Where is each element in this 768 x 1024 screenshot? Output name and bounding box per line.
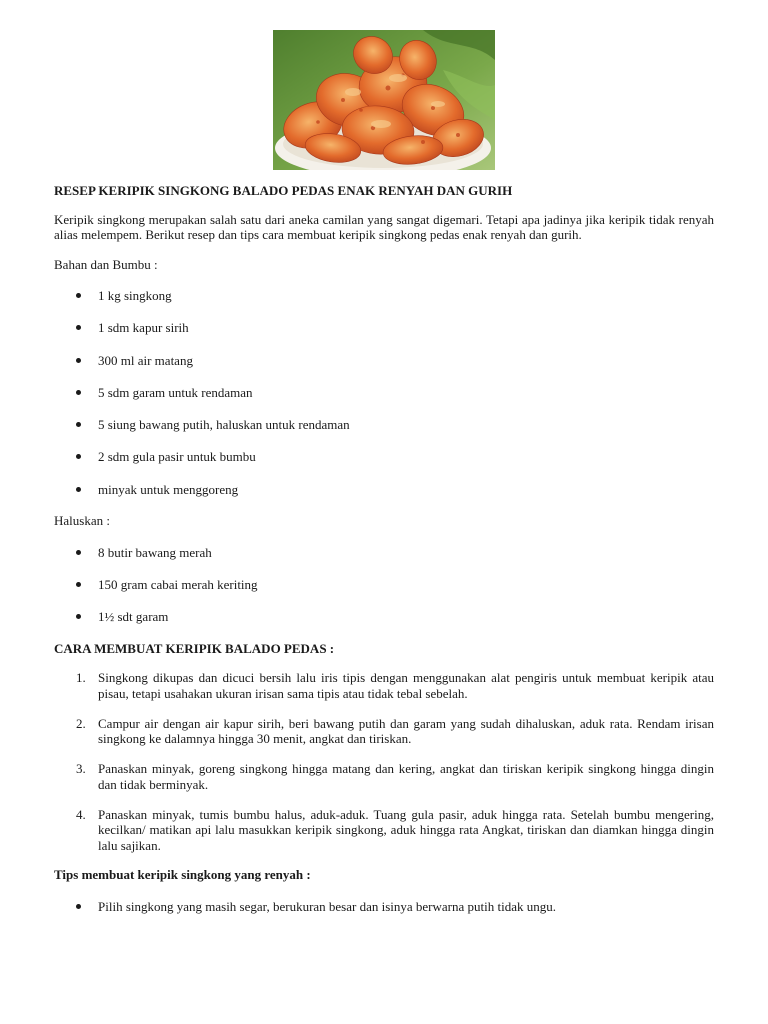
list-item: 150 gram cabai merah keriting bbox=[54, 577, 714, 593]
cara-heading: CARA MEMBUAT KERIPIK BALADO PEDAS : bbox=[54, 640, 335, 656]
step-number: 4. bbox=[76, 806, 86, 822]
step-number: 2. bbox=[76, 715, 86, 731]
step-text: Singkong dikupas dan dicuci bersih lalu iris tipis dengan menggunakan alat pengiris untuk membuat keripik atau pisau, tetapi usahakan ukuran irisan sama tipis atau tidak tebal sebelah. bbox=[98, 670, 714, 701]
intro-paragraph: Keripik singkong merupakan salah satu dari aneka camilan yang sangat digemari. Tetapi apa jadinya jika keripik tidak renyah alias melempem. Berikut resep dan tips cara membuat keripik singkong pedas enak renyah dan gurih. bbox=[54, 211, 714, 242]
step-number: 1. bbox=[76, 670, 86, 686]
step-text: Panaskan minyak, goreng singkong hingga matang dan kering, angkat dan tiriskan keripik singkong hingga dingin dan tidak berminyak. bbox=[98, 761, 714, 792]
list-item: 8 butir bawang merah bbox=[54, 545, 714, 561]
haluskan-list bbox=[54, 545, 714, 625]
step-item bbox=[54, 716, 714, 747]
list-item: 5 sdm garam untuk rendaman bbox=[54, 385, 714, 401]
list-item: 1 kg singkong bbox=[54, 288, 714, 304]
cara-steps bbox=[54, 670, 714, 853]
document-title: RESEP KERIPIK SINGKONG BALADO PEDAS ENAK RENYAH DAN GURIH bbox=[54, 183, 513, 198]
tips-heading: Tips membuat keripik singkong yang renyah : bbox=[54, 867, 311, 883]
keripik-balado-image bbox=[273, 30, 495, 170]
step-item bbox=[54, 761, 714, 792]
recipe-content bbox=[54, 183, 714, 930]
list-item: minyak untuk menggoreng bbox=[54, 482, 714, 498]
list-item: 5 siung bawang putih, haluskan untuk rendaman bbox=[54, 417, 714, 433]
step-item bbox=[54, 807, 714, 854]
step-item bbox=[54, 670, 714, 701]
keripik-photo bbox=[273, 30, 495, 170]
list-item: Pilih singkong yang masih segar, berukuran besar dan isinya berwarna putih tidak ungu. bbox=[54, 899, 714, 915]
bahan-label: Bahan dan Bumbu : bbox=[54, 256, 158, 272]
list-item: 300 ml air matang bbox=[54, 353, 714, 369]
step-text: Panaskan minyak, tumis bumbu halus, aduk-aduk. Tuang gula pasir, aduk hingga rata. Setelah bumbu mengering, kecilkan/ matikan api lalu masukkan keripik singkong, aduk hingga rata Angkat, tiriskan dan diamkan hingga dingin lalu sajikan. bbox=[98, 806, 714, 853]
tips-list bbox=[54, 899, 714, 915]
step-number: 3. bbox=[76, 761, 86, 777]
bahan-list bbox=[54, 288, 714, 497]
list-item: 1 sdm kapur sirih bbox=[54, 320, 714, 336]
list-item: 2 sdm gula pasir untuk bumbu bbox=[54, 449, 714, 465]
list-item: 1½ sdt garam bbox=[54, 609, 714, 625]
haluskan-label: Haluskan : bbox=[54, 513, 110, 529]
step-text: Campur air dengan air kapur sirih, beri bawang putih dan garam yang sudah dihaluskan, aduk rata. Rendam irisan singkong ke dalamnya hingga 30 menit, angkat dan tiriskan. bbox=[98, 715, 714, 747]
